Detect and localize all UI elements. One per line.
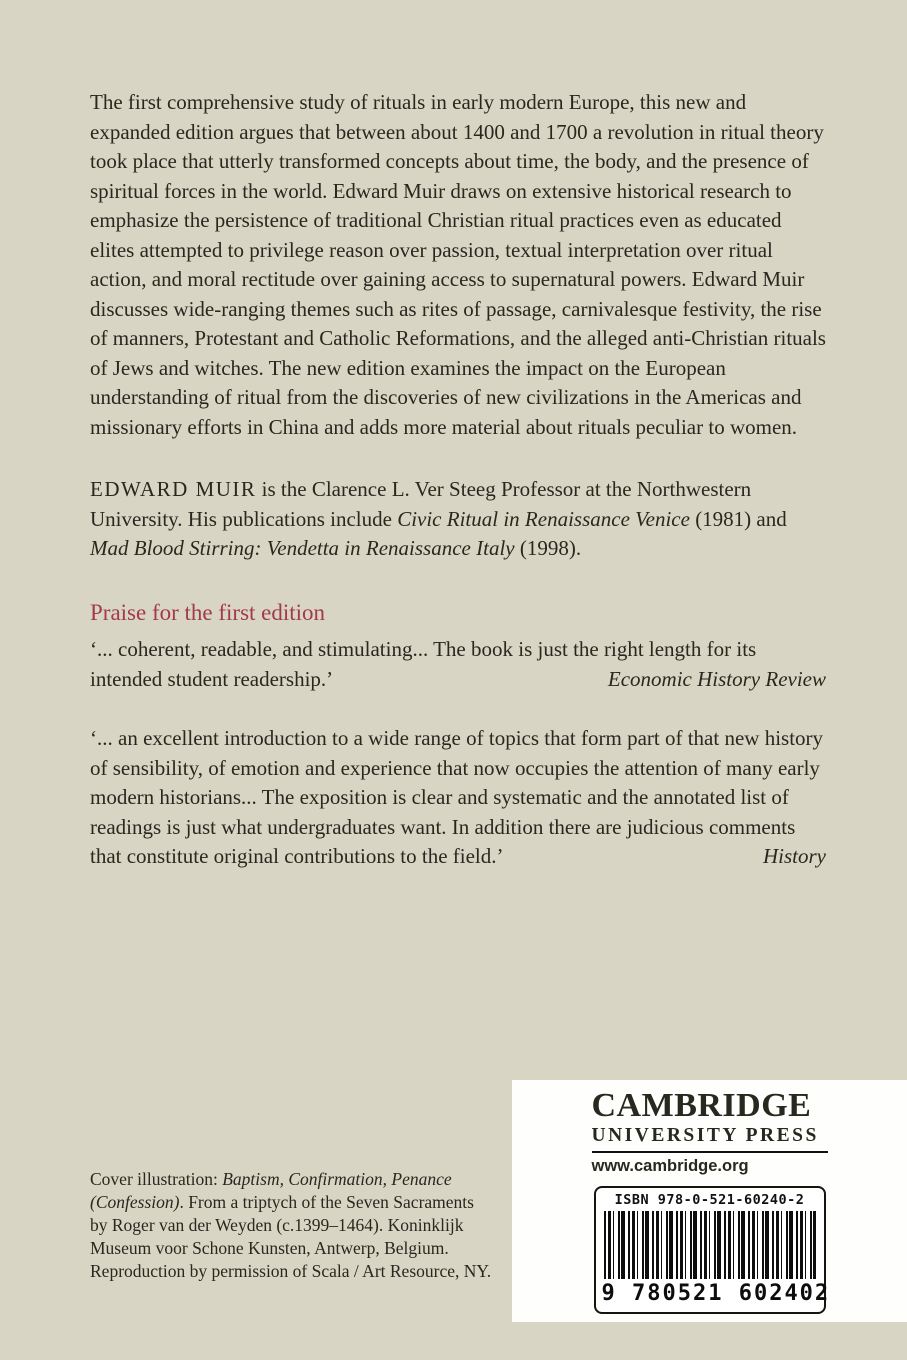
review-quote-1 [90,635,826,694]
publisher-url: www.cambridge.org [591,1157,749,1175]
publisher-name: CAMBRIDGE [591,1087,812,1124]
credit-artwork-title: Baptism, Confirmation, Penance (Confession) [90,1168,452,1212]
author-bio [90,475,826,564]
credit-text-2: . From a triptych of the Seven Sacraments by Roger van der Weyden (c.1399–1464). Koninklijk Museum voor Schone Kunsten, Antwerp, Belgium. Reproduction by permission of Scala / Art Resource, NY. [90,1191,492,1281]
author-name: EDWARD MUIR [90,477,257,501]
cover-illustration-credit [90,1168,495,1283]
review-quote-1-text: ‘... coherent, readable, and stimulating... The book is just the right length for its intended student readership.’ [90,637,757,691]
bio-book-title-1: Civic Ritual in Renaissance Venice [397,506,690,531]
bio-text-1: is the Clarence L. Ver Steeg Professor at the Northwestern University. His publications include [90,477,752,531]
publisher-subtitle: UNIVERSITY PRESS [591,1125,819,1146]
publisher-panel [512,1080,907,1322]
barcode-box [594,1186,831,1314]
barcode [604,1211,816,1279]
isbn-number: 9 780521 602402 [601,1281,831,1306]
review-quote-1-source: Economic History Review [607,666,826,691]
praise-heading: Praise for the first edition [90,599,326,625]
review-quote-2-text: ‘... an excellent introduction to a wide range of topics that form part of that new history of sensibility, of emotion and experience that now occupies the attention of many early modern historians... The exposition is clear and systematic and the annotated list of readings is just what undergraduates want. In addition there are judicious comments that constitute original contributions to the field.’ [90,726,824,868]
isbn-label: ISBN 978-0-521-60240-2 [614,1192,805,1208]
publisher-logo [592,1088,828,1176]
bio-book-title-2: Mad Blood Stirring: Vendetta in Renaissance Italy [90,536,515,560]
bio-text-2: (1981) and [689,506,787,531]
book-blurb: The first comprehensive study of rituals in early modern Europe, this new and expanded edition argues that between about 1400 and 1700 a revolution in ritual theory took place that utterly transformed concepts about time, the body, and the presence of spiritual forces in the world. Edward Muir draws on extensive historical research to emphasize the persistence of traditional Christian ritual practices even as educated elites attempted to privilege reason over passion, textual interpretation over ritual action, and moral rectitude over gaining access to supernatural powers. Edward Muir discusses wide-ranging themes such as rites of passage, carnivalesque festivity, the rise of manners, Protestant and Catholic Reformations, and the alleged anti-Christian rituals of Jews and witches. The new edition examines the impact on the European understanding of ritual from the discoveries of new civilizations in the Americas and missionary efforts in China and adds more material about rituals peculiar to women. [90,90,826,439]
logo-rule [592,1151,828,1153]
review-quote-2 [90,724,826,872]
main-text-column [90,88,826,902]
bio-text-3: (1998). [514,536,582,560]
credit-text-1: Cover illustration: [90,1168,223,1189]
review-quote-2-source: History [763,844,826,868]
